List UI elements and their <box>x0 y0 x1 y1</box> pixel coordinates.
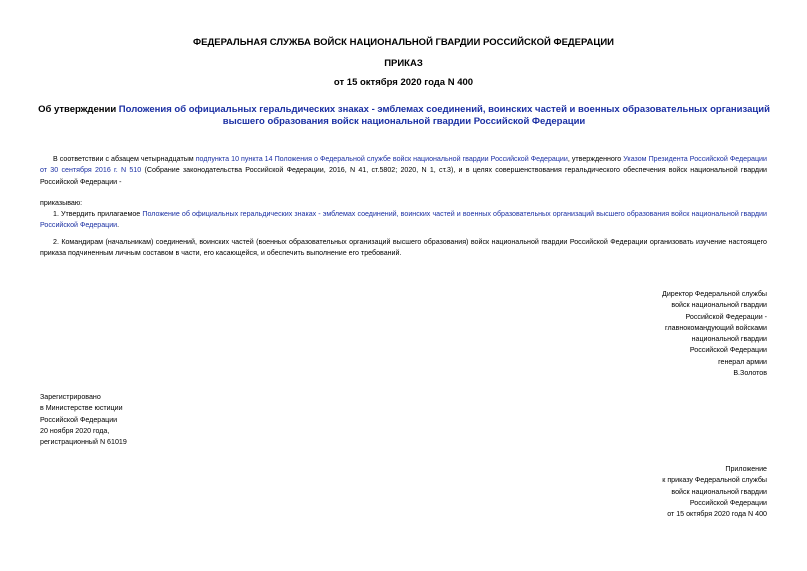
clause-1-end: . <box>117 221 120 230</box>
signature-line: главнокомандующий войсками <box>665 323 767 332</box>
appendix-header <box>662 464 767 520</box>
registration-line: Российской Федерации <box>40 415 118 424</box>
signature-line: генерал армии <box>718 357 767 366</box>
registration-line: Зарегистрировано <box>40 393 101 401</box>
document-type: ПРИКАЗ <box>384 58 423 69</box>
registration-line: в Министерстве юстиции <box>40 404 123 413</box>
subject-regulation-link[interactable]: Положения об официальных геральдических знаках - эмблемах соединений, воинских частей и военных образовательных организаций высшего образования войск национальной гвардии Российской Федерации <box>118 104 770 127</box>
clause-1-text: 1. Утвердить прилагаемое <box>53 210 143 218</box>
order-date-number: от 15 октября 2020 года N 400 <box>333 77 474 88</box>
agency-title: ФЕДЕРАЛЬНАЯ СЛУЖБА ВОЙСК НАЦИОНАЛЬНОЙ ГВАРДИИ РОССИЙСКОЙ ФЕДЕРАЦИИ <box>193 37 614 48</box>
preamble-paragraph <box>40 154 767 188</box>
registration-number: регистрационный N 61019 <box>40 438 127 447</box>
registration-block <box>40 392 127 448</box>
regulation-clause-link[interactable]: подпункта 10 пункта 14 Положения о Федеральной службе войск национальной гвардии Российской Федерации <box>195 155 568 163</box>
appendix-line: войск национальной гвардии <box>671 487 767 496</box>
preamble-text-2: , утвержденного <box>567 155 624 163</box>
presidential-decree-link[interactable]: Указом Президента Российской Федерации от 30 сентября 2016 г. N 510 <box>40 155 767 175</box>
appendix-line: от 15 октября 2020 года N 400 <box>667 510 767 519</box>
signature-line: Директор Федеральной службы <box>662 290 767 298</box>
appendix-line: Приложение <box>725 465 767 473</box>
preamble-text-3: (Собрание законодательства Российской Федерации, 2016, N 41, ст.5802; 2020, N 1, ст.3), и в целях совершенствования геральдического обеспечения войск национальной гвардии Российской Федерации - <box>40 166 767 186</box>
signature-line: Российской Федерации <box>689 346 767 355</box>
signature-line: войск национальной гвардии <box>671 301 767 310</box>
order-word: приказываю: <box>40 199 83 207</box>
clause-1 <box>40 209 767 232</box>
signer-name: В.Золотов <box>733 369 767 378</box>
signature-block <box>662 289 767 379</box>
clause-2: 2. Командирам (начальникам) соединений, воинских частей (военных образовательных организаций высшего образования) войск национальной гвардии Российской Федерации организовать изучение настоящего приказа подчиненным личным составом в части, его касающейся, и обеспечить выполнение его требований. <box>40 238 767 258</box>
appendix-line: к приказу Федеральной службы <box>662 476 767 485</box>
approved-regulation-link[interactable]: Положение об официальных геральдических знаках - эмблемах соединений, воинских частей и военных образовательных организаций высшего образования войск национальной гвардии Российской Федерации <box>40 210 767 230</box>
subject-prefix: Об утверждении <box>38 104 119 115</box>
registration-line: 20 ноября 2020 года, <box>40 426 110 435</box>
preamble-text-1: В соответствии с абзацем четырнадцатым <box>53 155 196 163</box>
appendix-line: Российской Федерации <box>689 498 767 507</box>
order-subject <box>30 104 778 128</box>
signature-line: Российской Федерации - <box>685 312 767 321</box>
signature-line: национальной гвардии <box>691 335 767 344</box>
